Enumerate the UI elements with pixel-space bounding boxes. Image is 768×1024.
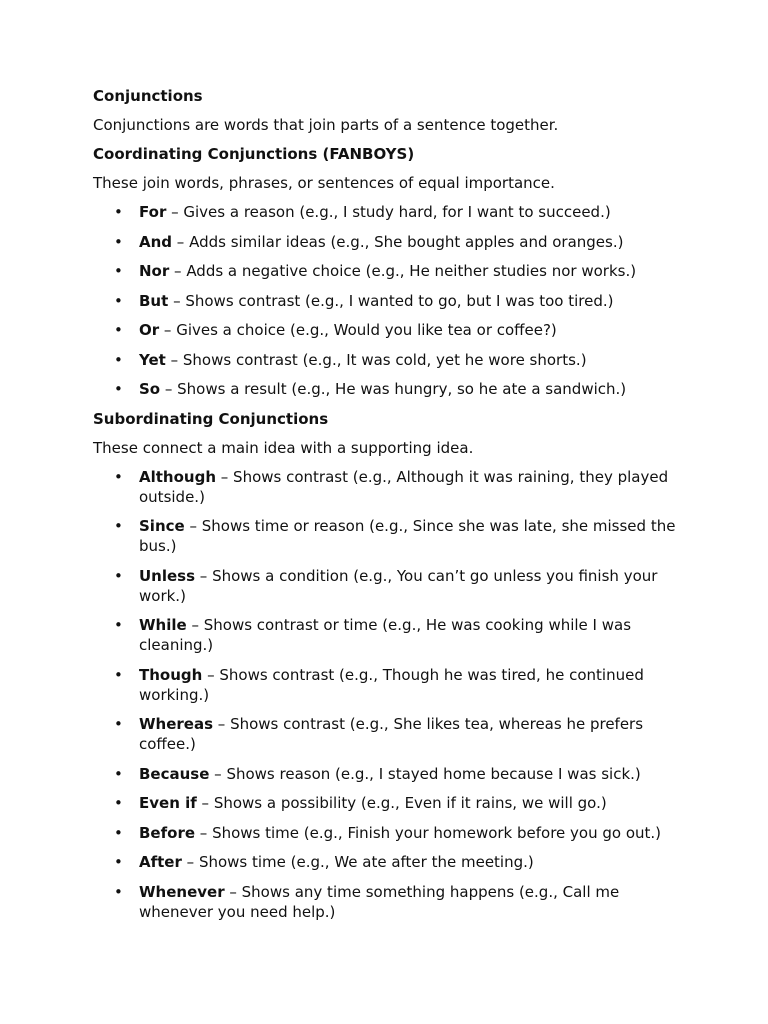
conjunction-term: Whenever bbox=[139, 882, 225, 901]
conjunction-term: So bbox=[139, 380, 161, 398]
list-item bbox=[93, 320, 683, 340]
dash-separator: – bbox=[184, 517, 202, 535]
conjunction-description: Gives a reason (e.g., I study hard, for I want to succeed.) bbox=[183, 203, 611, 221]
bullet-icon: • bbox=[114, 262, 123, 280]
bullet-icon: • bbox=[114, 566, 123, 585]
conjunction-term: But bbox=[139, 291, 169, 310]
bullet-icon: • bbox=[114, 764, 123, 783]
document-page bbox=[93, 86, 683, 931]
dash-separator: – bbox=[159, 321, 177, 339]
conjunction-description: Shows a result (e.g., He was hungry, so he ate a sandwich.) bbox=[177, 380, 627, 398]
list-item bbox=[93, 379, 683, 399]
bullet-icon: • bbox=[114, 232, 123, 251]
conjunction-description: Shows time (e.g., We ate after the meeting.) bbox=[198, 853, 534, 871]
dash-separator: – bbox=[186, 616, 204, 634]
conjunction-description: Shows contrast (e.g., Although it was raining, they played outside.) bbox=[139, 467, 669, 506]
dash-separator: – bbox=[169, 262, 187, 280]
conjunction-description: Shows contrast (e.g., Though he was tired, he continued working.) bbox=[139, 665, 644, 704]
conjunction-description: Shows a condition (e.g., You can’t go unless you finish your work.) bbox=[139, 566, 658, 605]
list-item bbox=[93, 261, 683, 281]
bullet-icon: • bbox=[114, 794, 123, 812]
dash-separator: – bbox=[213, 715, 231, 733]
list-item bbox=[93, 823, 683, 843]
conjunction-term: While bbox=[139, 616, 187, 634]
bullet-icon: • bbox=[114, 203, 123, 221]
conjunction-description: Shows a possibility (e.g., Even if it rains, we will go.) bbox=[213, 794, 607, 812]
dash-separator: – bbox=[195, 566, 213, 585]
conjunction-term: Yet bbox=[139, 350, 166, 369]
conjunction-term: Nor bbox=[139, 262, 170, 280]
coordinating-list bbox=[93, 202, 683, 399]
conjunction-term: Whereas bbox=[139, 715, 214, 733]
conjunction-term: Unless bbox=[139, 566, 196, 585]
bullet-icon: • bbox=[114, 882, 123, 901]
list-item bbox=[93, 232, 683, 252]
subordinating-description: These connect a main idea with a supporting idea. bbox=[93, 438, 474, 457]
list-item bbox=[93, 764, 683, 784]
conjunction-term: And bbox=[139, 232, 173, 251]
dash-separator: – bbox=[209, 764, 227, 783]
bullet-icon: • bbox=[114, 823, 123, 842]
conjunction-description: Shows contrast (e.g., It was cold, yet he wore shorts.) bbox=[182, 350, 587, 369]
bullet-icon: • bbox=[114, 517, 123, 535]
dash-separator: – bbox=[168, 291, 186, 310]
bullet-icon: • bbox=[114, 715, 123, 733]
conjunction-term: Though bbox=[139, 665, 203, 684]
dash-separator: – bbox=[224, 882, 242, 901]
conjunction-description: Shows contrast or time (e.g., He was cooking while I was cleaning.) bbox=[139, 616, 632, 654]
conjunction-description: Shows time or reason (e.g., Since she was late, she missed the bus.) bbox=[139, 517, 676, 555]
list-item bbox=[93, 566, 683, 606]
dash-separator: – bbox=[160, 380, 178, 398]
coordinating-heading: Coordinating Conjunctions (FANBOYS) bbox=[93, 145, 415, 163]
conjunction-description: Shows reason (e.g., I stayed home because I was sick.) bbox=[226, 764, 641, 783]
dash-separator: – bbox=[166, 203, 184, 221]
dash-separator: – bbox=[165, 350, 183, 369]
list-item bbox=[93, 882, 683, 922]
dash-separator: – bbox=[216, 467, 234, 486]
list-item bbox=[93, 714, 683, 754]
bullet-icon: • bbox=[114, 665, 123, 684]
conjunction-description: Gives a choice (e.g., Would you like tea or coffee?) bbox=[176, 321, 557, 339]
coordinating-description: These join words, phrases, or sentences of equal importance. bbox=[93, 174, 555, 192]
list-item bbox=[93, 852, 683, 872]
list-item bbox=[93, 793, 683, 813]
dash-separator: – bbox=[181, 853, 199, 871]
intro-paragraph: Conjunctions are words that join parts of a sentence together. bbox=[93, 116, 559, 134]
conjunction-description: Adds a negative choice (e.g., He neither studies nor works.) bbox=[186, 262, 637, 280]
dash-separator: – bbox=[202, 665, 220, 684]
conjunction-term: For bbox=[139, 203, 167, 221]
list-item bbox=[93, 350, 683, 370]
conjunction-description: Shows contrast (e.g., She likes tea, whereas he prefers coffee.) bbox=[139, 715, 644, 753]
conjunction-term: Before bbox=[139, 823, 196, 842]
subordinating-heading: Subordinating Conjunctions bbox=[93, 409, 329, 428]
dash-separator: – bbox=[172, 232, 190, 251]
bullet-icon: • bbox=[114, 616, 123, 634]
list-item bbox=[93, 516, 683, 556]
bullet-icon: • bbox=[114, 380, 123, 398]
list-item bbox=[93, 665, 683, 705]
subordinating-list bbox=[93, 467, 683, 922]
bullet-icon: • bbox=[114, 321, 123, 339]
bullet-icon: • bbox=[114, 291, 123, 310]
dash-separator: – bbox=[196, 794, 214, 812]
conjunction-description: Shows any time something happens (e.g., Call me whenever you need help.) bbox=[139, 882, 620, 921]
list-item bbox=[93, 202, 683, 222]
list-item bbox=[93, 467, 683, 507]
conjunction-term: Because bbox=[139, 764, 210, 783]
bullet-icon: • bbox=[114, 467, 123, 486]
conjunction-description: Shows time (e.g., Finish your homework before you go out.) bbox=[212, 823, 662, 842]
list-item bbox=[93, 615, 683, 655]
document-title: Conjunctions bbox=[93, 87, 203, 105]
bullet-icon: • bbox=[114, 350, 123, 369]
conjunction-description: Shows contrast (e.g., I wanted to go, but I was too tired.) bbox=[185, 291, 614, 310]
conjunction-description: Adds similar ideas (e.g., She bought apples and oranges.) bbox=[189, 232, 624, 251]
conjunction-term: Or bbox=[139, 321, 160, 339]
conjunction-term: After bbox=[139, 853, 182, 871]
conjunction-term: Since bbox=[139, 517, 185, 535]
bullet-icon: • bbox=[114, 853, 123, 871]
list-item bbox=[93, 291, 683, 311]
dash-separator: – bbox=[195, 823, 213, 842]
conjunction-term: Although bbox=[139, 467, 216, 486]
conjunction-term: Even if bbox=[139, 794, 197, 812]
